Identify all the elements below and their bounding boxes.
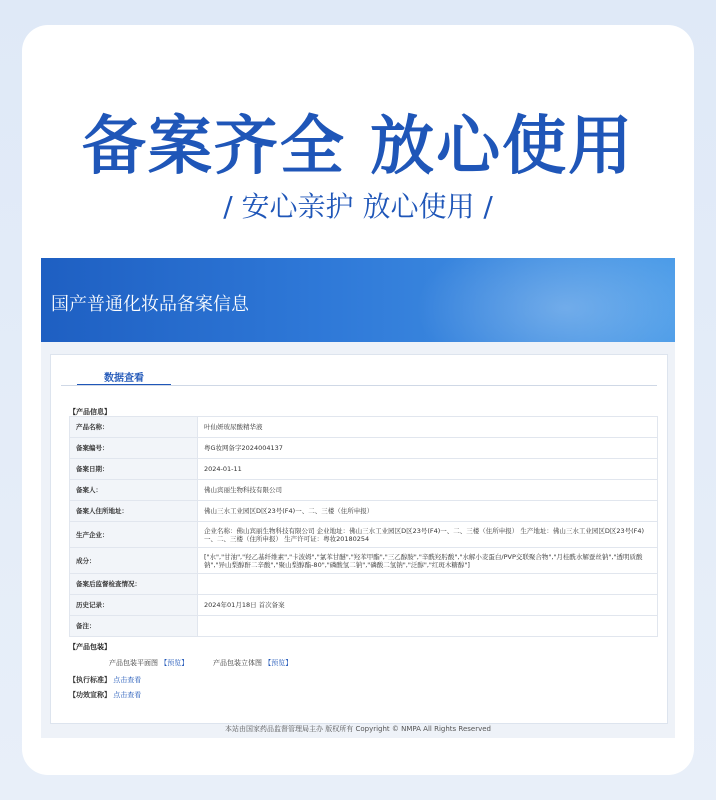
row-label: 生产企业：	[70, 522, 198, 548]
packaging-flat-row	[109, 658, 188, 668]
row-value: 佛山三水工业园区D区23号(F4)一、二、三楼（住所申报）	[198, 501, 658, 522]
row-value: ["水","甘油","羟乙基纤维素","卡波姆","氯苯甘醚","羟苯甲酯","三乙醇胺","辛酰羟肟酸","水解小麦蛋白/PVP交联聚合物","月桂酰水解蚕丝钠","透明质酸钠","异山梨醇酐二辛酸","聚山梨醇酯-80","磷酸氢二钠","磷酸二氢钠","泛醇","红斑木糖醇"]	[198, 548, 658, 574]
tab-data-view[interactable]: 数据查看	[104, 373, 144, 384]
table-row	[70, 501, 658, 522]
row-value	[198, 616, 658, 637]
row-value: 2024-01-11	[198, 459, 658, 480]
efficacy-row	[69, 690, 141, 700]
row-label: 备案人：	[70, 480, 198, 501]
row-value: 企业名称：佛山宾丽生物科技有限公司 企业地址：佛山三水工业园区D区23号(F4)一、二、三楼（住所申报） 生产地址：佛山三水工业园区D区23号(F4)一、二、三楼（住所申报） 生产许可证：粤妆20180254	[198, 522, 658, 548]
row-value: 2024年01月18日 首次备案	[198, 595, 658, 616]
site-banner	[41, 258, 675, 342]
table-row	[70, 616, 658, 637]
table-row	[70, 548, 658, 574]
row-value: 粤G妆网备字2024004137	[198, 438, 658, 459]
tab-divider	[61, 385, 657, 386]
site-footer: 本站由国家药品监督管理局主办 版权所有 Copyright © NMPA All Rights Reserved	[225, 725, 491, 733]
row-label: 历史记录：	[70, 595, 198, 616]
table-row	[70, 459, 658, 480]
row-label: 备注：	[70, 616, 198, 637]
table-row	[70, 417, 658, 438]
packaging-solid-preview-link[interactable]: 【预览】	[264, 659, 293, 667]
record-panel	[50, 354, 668, 724]
product-info-header: 【产品信息】	[69, 408, 111, 416]
row-label: 备案后监督检查情况：	[70, 574, 198, 595]
standard-view-link[interactable]: 点击查看	[113, 676, 142, 684]
row-value	[198, 574, 658, 595]
efficacy-view-link[interactable]: 点击查看	[113, 691, 142, 699]
page-headline: 备案齐全 放心使用	[81, 110, 635, 184]
page-subline: / 安心亲护 放心使用 /	[223, 190, 493, 223]
product-info-table	[69, 416, 658, 637]
row-label: 成分：	[70, 548, 198, 574]
table-row	[70, 574, 658, 595]
standard-row	[69, 675, 141, 685]
packaging-flat-label: 产品包装平面图	[109, 659, 158, 667]
efficacy-label: 【功效宣称】	[69, 691, 111, 699]
row-label: 备案人住所地址：	[70, 501, 198, 522]
row-label: 产品名称：	[70, 417, 198, 438]
table-row	[70, 595, 658, 616]
table-row	[70, 480, 658, 501]
row-label: 备案日期：	[70, 459, 198, 480]
record-screenshot	[41, 258, 675, 738]
packaging-header: 【产品包装】	[69, 643, 111, 651]
row-value: 叶仙妍玻尿酸精华液	[198, 417, 658, 438]
table-row	[70, 438, 658, 459]
row-value: 佛山宾丽生物科技有限公司	[198, 480, 658, 501]
row-label: 备案编号：	[70, 438, 198, 459]
banner-title: 国产普通化妆品备案信息	[51, 294, 249, 315]
packaging-solid-label: 产品包装立体图	[213, 659, 262, 667]
packaging-solid-row	[213, 658, 292, 668]
standard-label: 【执行标准】	[69, 676, 111, 684]
table-row	[70, 522, 658, 548]
packaging-flat-preview-link[interactable]: 【预览】	[160, 659, 189, 667]
